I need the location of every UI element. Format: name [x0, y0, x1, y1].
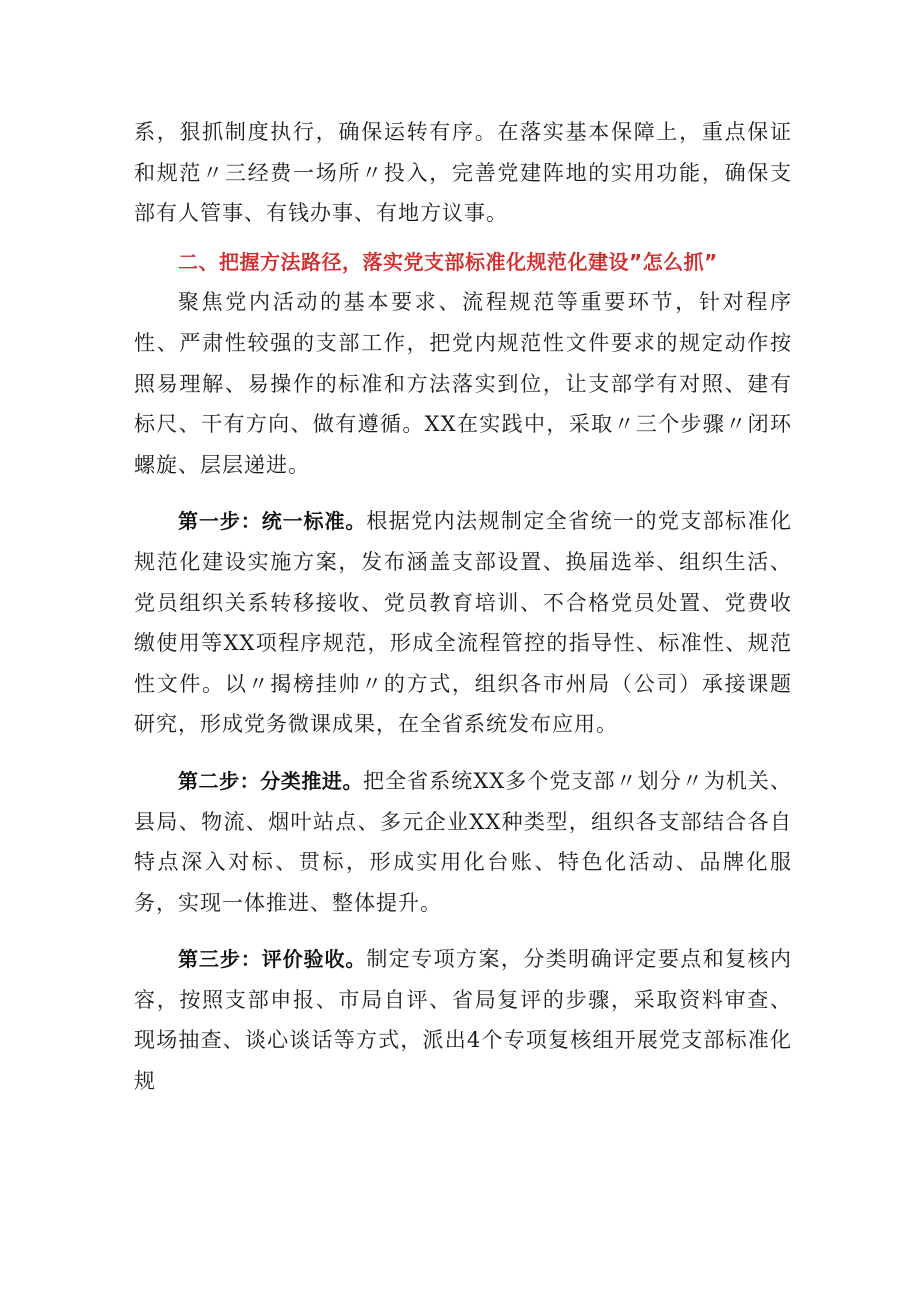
- section-heading-2: 二、把握方法路径，落实党支部标准化规范化建设”怎么抓”: [178, 249, 718, 274]
- document-body: [134, 112, 792, 1102]
- paragraph-section-2-intro: 聚焦党内活动的基本要求、流程规范等重要环节，针对程序性、严肃性较强的支部工作，把党内规范性文件要求的规定动作按照易理解、易操作的标准和方法落实到位，让支部学有对照、建有标尺、干有方向、做有遵循。XX在实践中，采取〃三个步骤〃闭环螺旋、层层递进。: [134, 290, 792, 477]
- step-2-lead: 第二步：分类推进。: [178, 768, 364, 793]
- paragraph-step-3: [134, 939, 792, 1101]
- step-3-lead: 第三步：评价验收。: [178, 947, 367, 972]
- paragraph-step-1: [134, 501, 792, 745]
- paragraph-continued: 系，狠抓制度执行，确保运转有序。在落实基本保障上，重点保证和规范〃三经费一场所〃投入，完善党建阵地的实用功能，确保支部有人管事、有钱办事、有地方议事。: [134, 120, 792, 226]
- step-3-text: 制定专项方案，分类明确评定要点和复核内容，按照支部申报、市局自评、省局复评的步骤，采取资料审查、现场抽查、谈心谈话等方式，派出4个专项复核组开展党支部标准化规: [134, 947, 793, 1094]
- step-1-lead: 第一步：统一标准。: [178, 509, 367, 534]
- step-1-text: 根据党内法规制定全省统一的党支部标准化规范化建设实施方案，发布涵盖支部设置、换届选举、组织生活、党员组织关系转移接收、党员教育培训、不合格党员处置、党费收缴使用等XX项程序规范，形成全流程管控的指导性、标准性、规范性文件。以〃揭榜挂帅〃的方式，组织各市州局（公司）承接课题研究，形成党务微课成果，在全省系统发布应用。: [134, 509, 793, 737]
- step-2-text: 把全省系统XX多个党支部〃划分〃为机关、县局、物流、烟叶站点、多元企业XX种类型，组织各支部结合各自特点深入对标、贯标，形成实用化台账、特色化活动、品牌化服务，实现一体推进、整体提升。: [134, 768, 792, 915]
- paragraph-step-2: [134, 761, 792, 923]
